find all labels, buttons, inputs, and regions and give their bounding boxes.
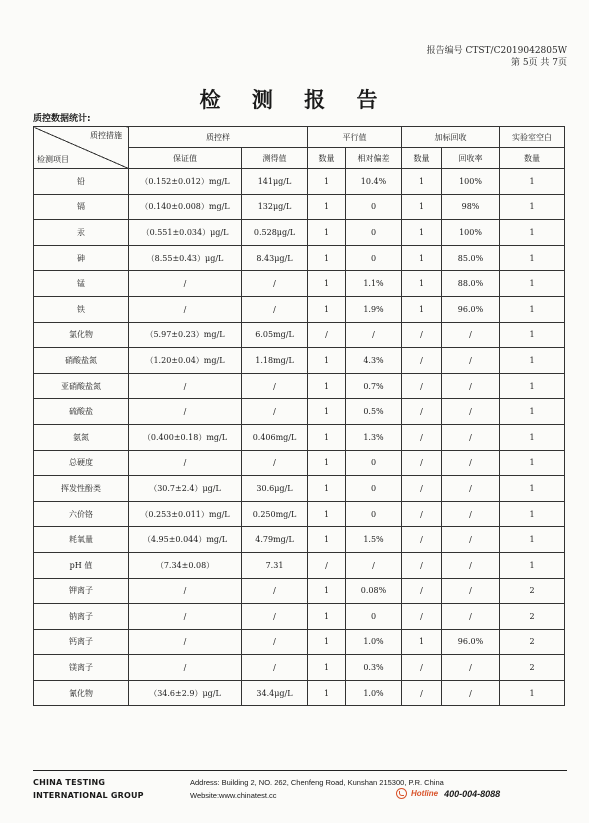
group-header-qc-sample: 质控样 <box>129 127 308 148</box>
cell-measured-value: / <box>242 373 308 399</box>
cell-parallel-count: / <box>308 552 346 578</box>
cell-parallel-count: 1 <box>308 655 346 681</box>
cell-blank-count: 1 <box>500 501 565 527</box>
cell-blank-count: 1 <box>500 348 565 374</box>
footer-address: Address: Building 2, NO. 262, Chenfeng Road, Kunshan 215300, P.R. China <box>190 778 444 787</box>
cell-recovery-rate: / <box>442 399 500 425</box>
cell-spike-count: / <box>402 501 442 527</box>
group-header-parallel: 平行值 <box>308 127 402 148</box>
cell-measured-value: 132μg/L <box>242 194 308 220</box>
table-row <box>34 552 565 578</box>
cell-guaranteed-value: / <box>129 578 242 604</box>
cell-parallel-count: 1 <box>308 450 346 476</box>
cell-item-name: 总硬度 <box>34 450 129 476</box>
cell-relative-deviation: 0.5% <box>346 399 402 425</box>
cell-blank-count: 1 <box>500 399 565 425</box>
cell-recovery-rate: / <box>442 578 500 604</box>
table-corner-header <box>34 127 129 169</box>
cell-recovery-rate: / <box>442 552 500 578</box>
cell-blank-count: 2 <box>500 604 565 630</box>
cell-recovery-rate: / <box>442 604 500 630</box>
cell-measured-value: 0.406mg/L <box>242 424 308 450</box>
table-row <box>34 655 565 681</box>
cell-blank-count: 2 <box>500 629 565 655</box>
cell-parallel-count: 1 <box>308 373 346 399</box>
cell-measured-value: 1.18mg/L <box>242 348 308 374</box>
cell-blank-count: 1 <box>500 296 565 322</box>
cell-guaranteed-value: （5.97±0.23）mg/L <box>129 322 242 348</box>
cell-blank-count: 2 <box>500 578 565 604</box>
cell-measured-value: 34.4μg/L <box>242 680 308 706</box>
cell-measured-value: / <box>242 578 308 604</box>
cell-blank-count: 1 <box>500 450 565 476</box>
cell-guaranteed-value: / <box>129 296 242 322</box>
table-row <box>34 450 565 476</box>
cell-guaranteed-value: （0.152±0.012）mg/L <box>129 169 242 195</box>
cell-recovery-rate: / <box>442 348 500 374</box>
group-header-spike-recovery: 加标回收 <box>402 127 500 148</box>
cell-guaranteed-value: / <box>129 655 242 681</box>
cell-guaranteed-value: （30.7±2.4）μg/L <box>129 476 242 502</box>
table-row <box>34 220 565 246</box>
table-row <box>34 476 565 502</box>
cell-blank-count: 1 <box>500 322 565 348</box>
cell-relative-deviation: 1.0% <box>346 629 402 655</box>
cell-spike-count: 1 <box>402 220 442 246</box>
cell-relative-deviation: 4.3% <box>346 348 402 374</box>
footer-website: Website:www.chinatest.cc <box>190 791 277 800</box>
cell-relative-deviation: 0.7% <box>346 373 402 399</box>
cell-spike-count: / <box>402 399 442 425</box>
cell-spike-count: 1 <box>402 629 442 655</box>
cell-measured-value: 30.6μg/L <box>242 476 308 502</box>
cell-spike-count: / <box>402 348 442 374</box>
cell-parallel-count: 1 <box>308 604 346 630</box>
cell-guaranteed-value: （0.400±0.18）mg/L <box>129 424 242 450</box>
cell-parallel-count: 1 <box>308 220 346 246</box>
cell-guaranteed-value: / <box>129 271 242 297</box>
cell-measured-value: / <box>242 296 308 322</box>
table-row <box>34 578 565 604</box>
cell-item-name: 镉 <box>34 194 129 220</box>
cell-blank-count: 1 <box>500 680 565 706</box>
cell-spike-count: / <box>402 680 442 706</box>
subheader-relative-deviation: 相对偏差 <box>346 148 402 169</box>
cell-recovery-rate: / <box>442 680 500 706</box>
cell-item-name: 氰化物 <box>34 680 129 706</box>
cell-spike-count: / <box>402 552 442 578</box>
table-row <box>34 245 565 271</box>
cell-relative-deviation: 0.08% <box>346 578 402 604</box>
group-header-lab-blank: 实验室空白 <box>500 127 565 148</box>
cell-item-name: 氯化物 <box>34 322 129 348</box>
cell-parallel-count: / <box>308 322 346 348</box>
cell-relative-deviation: 1.9% <box>346 296 402 322</box>
cell-relative-deviation: 10.4% <box>346 169 402 195</box>
footer-divider <box>33 770 567 771</box>
cell-spike-count: 1 <box>402 296 442 322</box>
cell-item-name: 砷 <box>34 245 129 271</box>
cell-item-name: 亚硝酸盐氮 <box>34 373 129 399</box>
cell-blank-count: 1 <box>500 373 565 399</box>
cell-spike-count: / <box>402 527 442 553</box>
cell-relative-deviation: / <box>346 322 402 348</box>
cell-guaranteed-value: （4.95±0.044）mg/L <box>129 527 242 553</box>
cell-spike-count: / <box>402 578 442 604</box>
cell-measured-value: 0.250mg/L <box>242 501 308 527</box>
cell-parallel-count: 1 <box>308 527 346 553</box>
cell-parallel-count: 1 <box>308 424 346 450</box>
cell-spike-count: / <box>402 424 442 450</box>
cell-blank-count: 1 <box>500 424 565 450</box>
cell-spike-count: / <box>402 450 442 476</box>
cell-measured-value: 8.43μg/L <box>242 245 308 271</box>
cell-blank-count: 1 <box>500 271 565 297</box>
cell-recovery-rate: / <box>442 424 500 450</box>
cell-measured-value: / <box>242 629 308 655</box>
cell-parallel-count: 1 <box>308 629 346 655</box>
cell-relative-deviation: 0.3% <box>346 655 402 681</box>
cell-relative-deviation: 0 <box>346 604 402 630</box>
cell-recovery-rate: / <box>442 655 500 681</box>
cell-spike-count: / <box>402 373 442 399</box>
cell-guaranteed-value: / <box>129 399 242 425</box>
cell-recovery-rate: 100% <box>442 220 500 246</box>
cell-blank-count: 1 <box>500 476 565 502</box>
cell-spike-count: 1 <box>402 245 442 271</box>
cell-relative-deviation: 0 <box>346 501 402 527</box>
cell-guaranteed-value: / <box>129 373 242 399</box>
table-row <box>34 629 565 655</box>
table-row <box>34 348 565 374</box>
cell-measured-value: 7.31 <box>242 552 308 578</box>
company-name <box>33 776 144 802</box>
cell-parallel-count: 1 <box>308 271 346 297</box>
cell-guaranteed-value: / <box>129 450 242 476</box>
cell-item-name: 挥发性酚类 <box>34 476 129 502</box>
cell-guaranteed-value: （7.34±0.08） <box>129 552 242 578</box>
qc-table-body <box>34 169 565 706</box>
cell-recovery-rate: / <box>442 527 500 553</box>
cell-parallel-count: 1 <box>308 194 346 220</box>
cell-guaranteed-value: （0.253±0.011）mg/L <box>129 501 242 527</box>
cell-spike-count: 1 <box>402 194 442 220</box>
cell-measured-value: / <box>242 655 308 681</box>
cell-guaranteed-value: / <box>129 604 242 630</box>
cell-recovery-rate: 96.0% <box>442 629 500 655</box>
cell-relative-deviation: 0 <box>346 476 402 502</box>
cell-parallel-count: 1 <box>308 501 346 527</box>
table-row <box>34 373 565 399</box>
cell-guaranteed-value: （8.55±0.43）μg/L <box>129 245 242 271</box>
hotline <box>396 788 500 799</box>
cell-parallel-count: 1 <box>308 296 346 322</box>
cell-recovery-rate: / <box>442 450 500 476</box>
cell-measured-value: / <box>242 450 308 476</box>
cell-guaranteed-value: （34.6±2.9）μg/L <box>129 680 242 706</box>
cell-relative-deviation: 1.5% <box>346 527 402 553</box>
cell-recovery-rate: / <box>442 476 500 502</box>
cell-item-name: 耗氧量 <box>34 527 129 553</box>
report-header <box>427 45 567 69</box>
cell-relative-deviation: 1.1% <box>346 271 402 297</box>
cell-item-name: 六价铬 <box>34 501 129 527</box>
cell-guaranteed-value: （0.551±0.034）μg/L <box>129 220 242 246</box>
cell-item-name: 钠离子 <box>34 604 129 630</box>
cell-parallel-count: 1 <box>308 476 346 502</box>
hotline-label: Hotline <box>411 789 439 798</box>
cell-recovery-rate: 98% <box>442 194 500 220</box>
table-row <box>34 296 565 322</box>
cell-guaranteed-value: （0.140±0.008）mg/L <box>129 194 242 220</box>
cell-item-name: 汞 <box>34 220 129 246</box>
cell-parallel-count: 1 <box>308 680 346 706</box>
cell-guaranteed-value: （1.20±0.04）mg/L <box>129 348 242 374</box>
cell-blank-count: 1 <box>500 194 565 220</box>
cell-spike-count: / <box>402 322 442 348</box>
cell-item-name: 铁 <box>34 296 129 322</box>
cell-item-name: 硫酸盐 <box>34 399 129 425</box>
table-row <box>34 680 565 706</box>
cell-relative-deviation: 1.0% <box>346 680 402 706</box>
cell-parallel-count: 1 <box>308 399 346 425</box>
cell-blank-count: 1 <box>500 169 565 195</box>
cell-guaranteed-value: / <box>129 629 242 655</box>
subheader-guaranteed-value: 保证值 <box>129 148 242 169</box>
cell-measured-value: / <box>242 604 308 630</box>
cell-relative-deviation: 0 <box>346 220 402 246</box>
table-row <box>34 399 565 425</box>
report-title: 检 测 报 告 <box>199 88 390 112</box>
cell-recovery-rate: 100% <box>442 169 500 195</box>
cell-item-name: 硝酸盐氮 <box>34 348 129 374</box>
cell-measured-value: 0.528μg/L <box>242 220 308 246</box>
table-row <box>34 322 565 348</box>
cell-relative-deviation: 0 <box>346 245 402 271</box>
corner-bottom-label: 检测项目 <box>37 155 69 164</box>
cell-relative-deviation: 0 <box>346 450 402 476</box>
cell-spike-count: / <box>402 604 442 630</box>
cell-item-name: 锰 <box>34 271 129 297</box>
cell-measured-value: 6.05mg/L <box>242 322 308 348</box>
cell-recovery-rate: / <box>442 322 500 348</box>
cell-item-name: 氨氮 <box>34 424 129 450</box>
company-line-1: CHINA TESTING <box>33 778 106 787</box>
section-title: 质控数据统计: <box>33 114 91 124</box>
table-row <box>34 169 565 195</box>
cell-recovery-rate: 96.0% <box>442 296 500 322</box>
cell-blank-count: 1 <box>500 552 565 578</box>
cell-item-name: 镁离子 <box>34 655 129 681</box>
cell-item-name: pH 值 <box>34 552 129 578</box>
page-info: 第 5页 共 7页 <box>510 58 567 68</box>
cell-relative-deviation: 1.3% <box>346 424 402 450</box>
phone-icon <box>396 788 407 799</box>
cell-blank-count: 1 <box>500 527 565 553</box>
subheader-measured-value: 测得值 <box>242 148 308 169</box>
subheader-recovery-rate: 回收率 <box>442 148 500 169</box>
table-row <box>34 604 565 630</box>
table-row <box>34 527 565 553</box>
cell-item-name: 钙离子 <box>34 629 129 655</box>
subheader-blank-count: 数量 <box>500 148 565 169</box>
cell-relative-deviation: 0 <box>346 194 402 220</box>
cell-parallel-count: 1 <box>308 578 346 604</box>
cell-parallel-count: 1 <box>308 348 346 374</box>
table-row <box>34 501 565 527</box>
subheader-spike-count: 数量 <box>402 148 442 169</box>
cell-spike-count: 1 <box>402 271 442 297</box>
qc-table <box>33 126 565 706</box>
company-line-2: INTERNATIONAL GROUP <box>33 791 144 800</box>
hotline-number: 400-004-8088 <box>444 788 501 799</box>
cell-parallel-count: 1 <box>308 169 346 195</box>
cell-spike-count: 1 <box>402 169 442 195</box>
table-row <box>34 194 565 220</box>
table-row <box>34 424 565 450</box>
cell-measured-value: / <box>242 271 308 297</box>
cell-parallel-count: 1 <box>308 245 346 271</box>
cell-blank-count: 2 <box>500 655 565 681</box>
cell-relative-deviation: / <box>346 552 402 578</box>
cell-recovery-rate: / <box>442 501 500 527</box>
cell-item-name: 钾离子 <box>34 578 129 604</box>
cell-blank-count: 1 <box>500 245 565 271</box>
cell-measured-value: 4.79mg/L <box>242 527 308 553</box>
report-number: 报告编号 CTST/C2019042805W <box>426 46 567 56</box>
cell-recovery-rate: 85.0% <box>442 245 500 271</box>
cell-item-name: 铅 <box>34 169 129 195</box>
cell-recovery-rate: 88.0% <box>442 271 500 297</box>
cell-recovery-rate: / <box>442 373 500 399</box>
cell-spike-count: / <box>402 476 442 502</box>
subheader-parallel-count: 数量 <box>308 148 346 169</box>
table-row <box>34 271 565 297</box>
corner-top-label: 质控措施 <box>90 131 122 140</box>
cell-spike-count: / <box>402 655 442 681</box>
cell-measured-value: 141μg/L <box>242 169 308 195</box>
cell-blank-count: 1 <box>500 220 565 246</box>
cell-measured-value: / <box>242 399 308 425</box>
